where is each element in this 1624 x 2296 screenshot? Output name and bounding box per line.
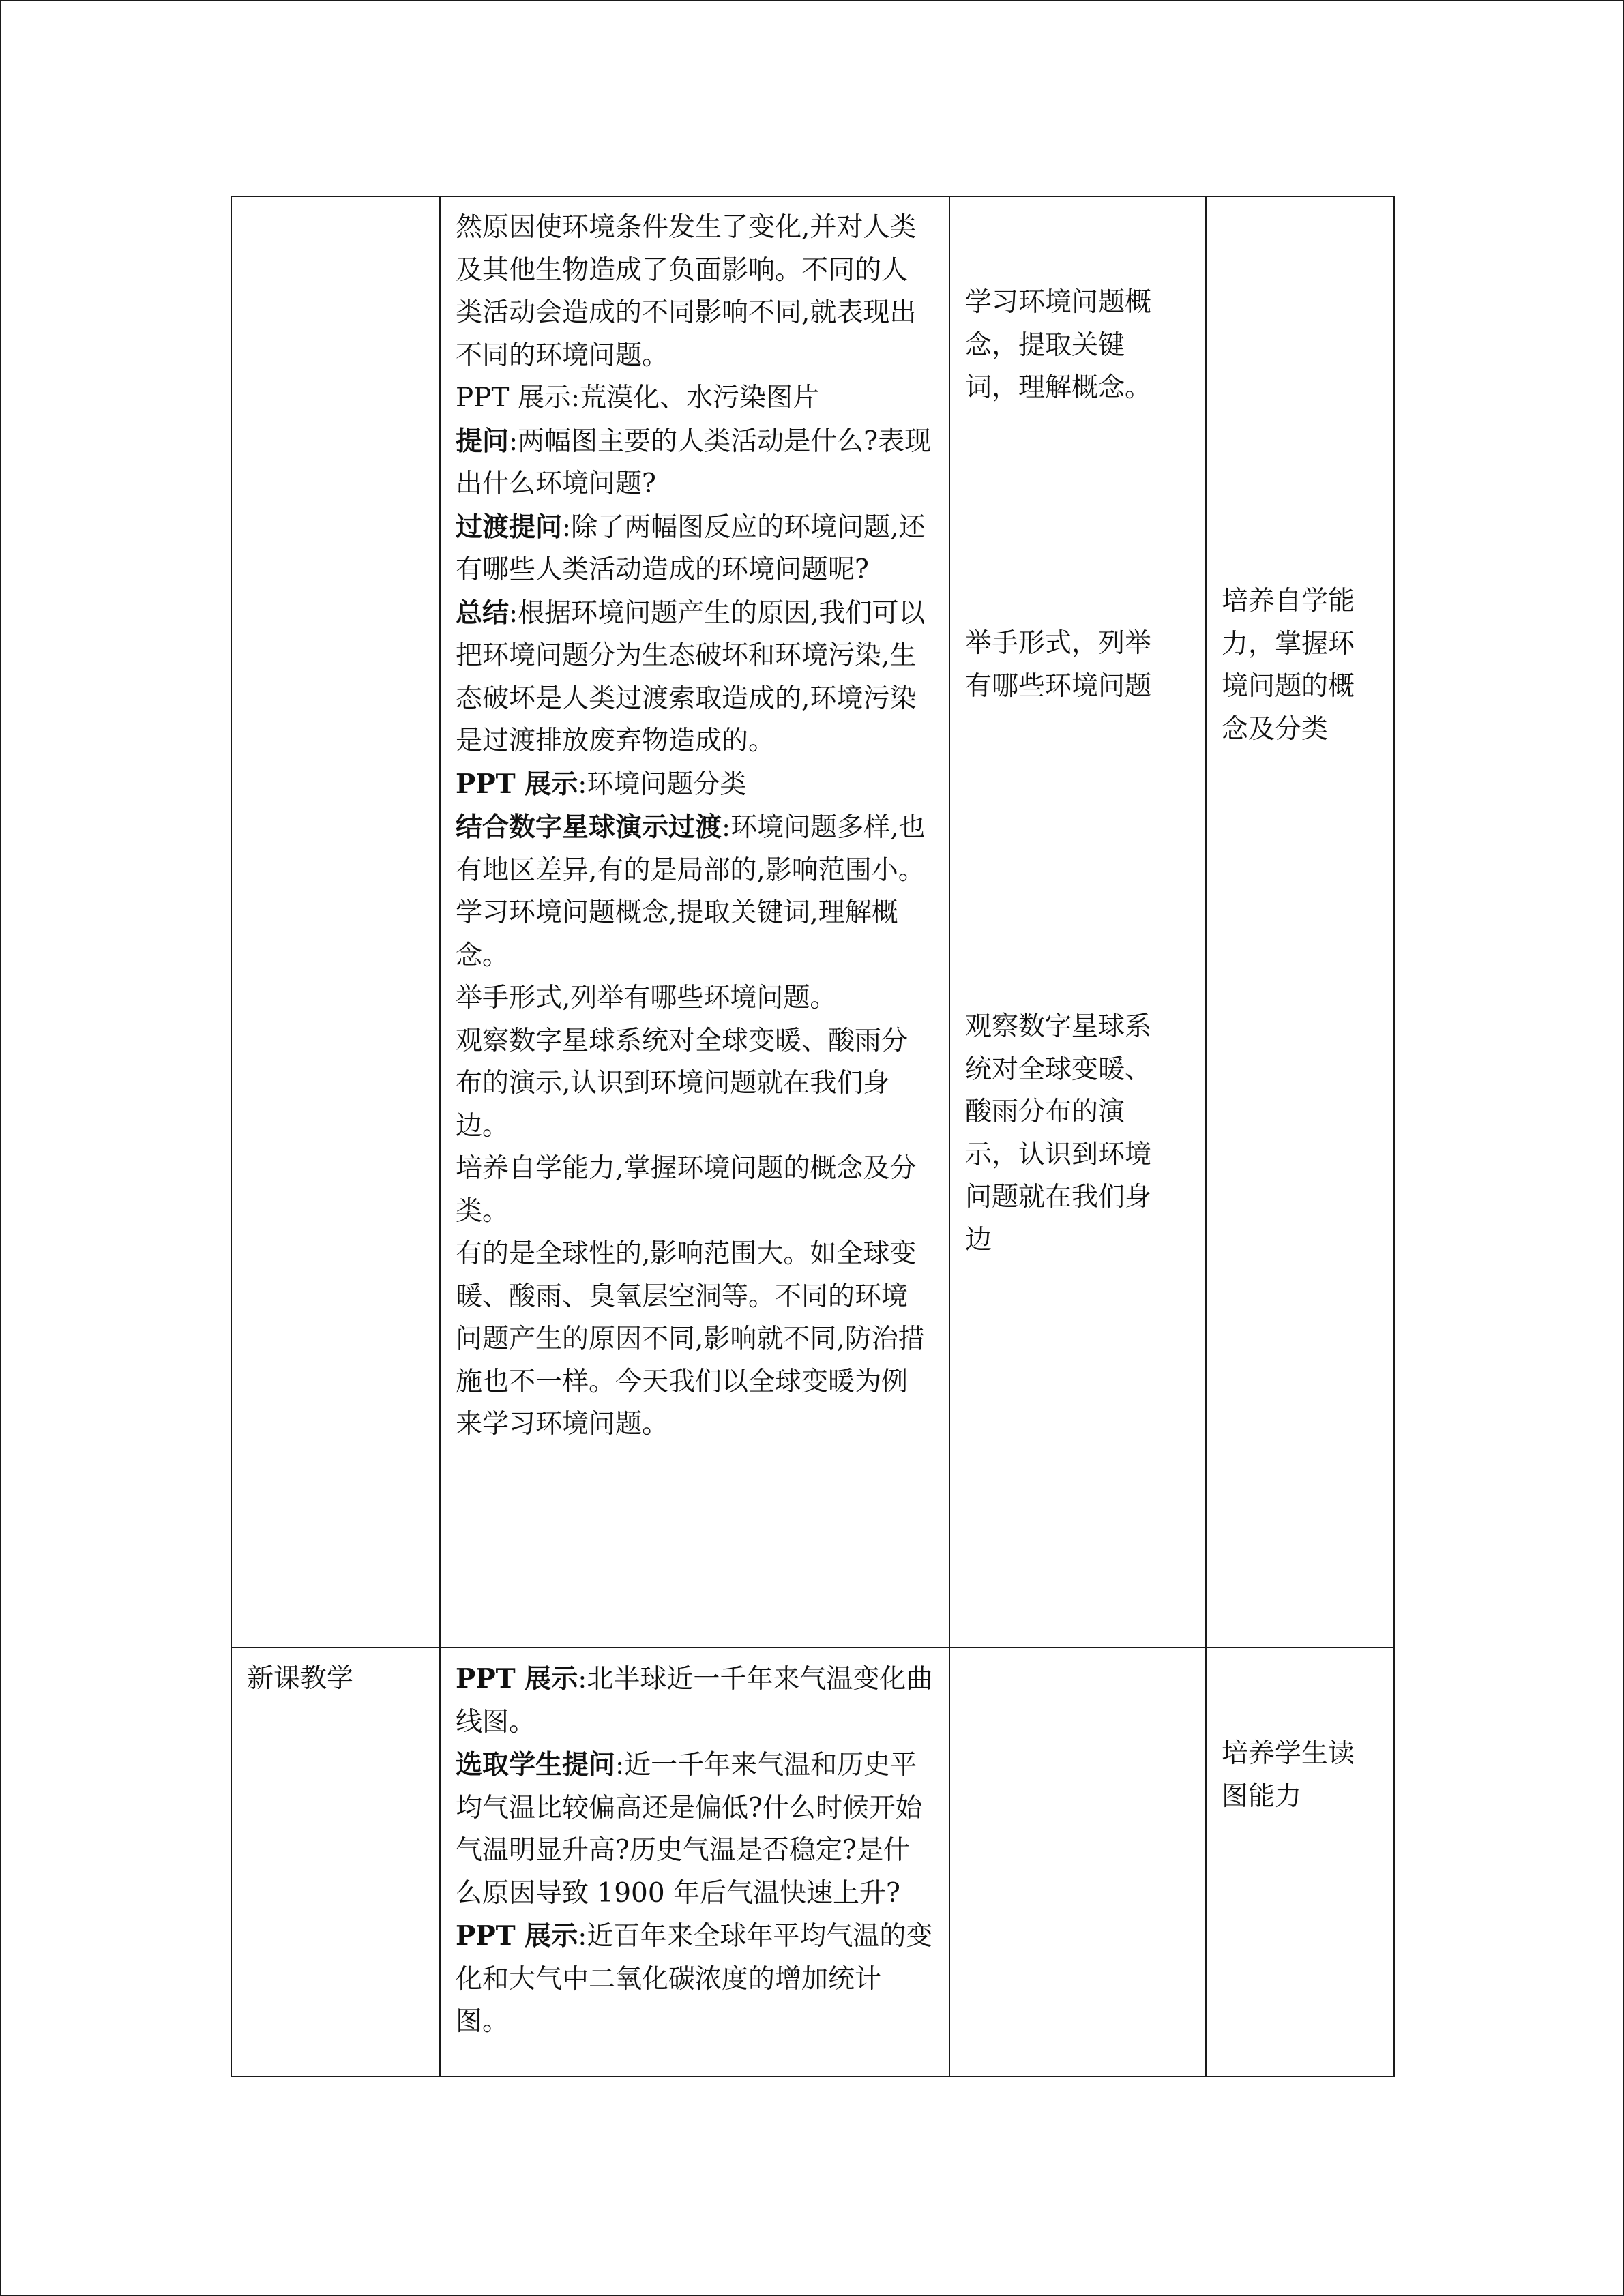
paragraph: 观察数字星球系统对全球变暖、酸雨分布的演示,认识到环境问题就在我们身边。 (456, 1025, 909, 1142)
stage-cell (231, 196, 440, 1648)
paragraph: PPT 展示:荒漠化、水污染图片 (456, 383, 820, 413)
paragraph: 选取学生提问:近一千年来气温和历史平均气温比较偏高还是偏低?什么时候开始气温明显升高?历史气温是否稳定?是什么原因导致 1900 年后气温快速上升? (456, 1749, 922, 1909)
paragraph: 总结:根据环境问题产生的原因,我们可以把环境问题分为生态破坏和环境污染,生态破坏是人类过渡索取造成的,环境污染是过渡排放废弃物造成的。 (456, 597, 926, 756)
student-activity-block: 举手形式，列举 有哪些环境问题 (965, 628, 1152, 702)
teacher-activity-cell (440, 196, 949, 1648)
design-intent-block: 培养学生读 图能力 (1222, 1738, 1355, 1812)
design-intent-block: 培养自学能 力，掌握环 境问题的概 念及分类 (1222, 586, 1355, 745)
student-activity-block: 学习环境问题概 念，提取关键 词，理解概念。 (965, 287, 1152, 403)
student-activity-block: 观察数字星球系 统对全球变暖、 酸雨分布的演 示，认识到环境 问题就在我们身 边 (965, 1011, 1152, 1255)
paragraph: 结合数字星球演示过渡:环境问题多样,也有地区差异,有的是局部的,影响范围小。 (456, 811, 926, 886)
table-row (231, 1648, 1394, 2076)
design-intent-cell (1206, 1648, 1394, 2076)
paragraph: 举手形式,列举有哪些环境问题。 (456, 983, 837, 1013)
design-intent-cell (1206, 196, 1394, 1648)
paragraph: 学习环境问题概念,提取关键词,理解概念。 (456, 897, 898, 971)
paragraph: 提问:两幅图主要的人类活动是什么?表现出什么环境问题? (456, 425, 932, 499)
paragraph: PPT 展示:北半球近一千年来气温变化曲线图。 (456, 1663, 933, 1738)
paragraph: 培养自学能力,掌握环境问题的概念及分类。 (456, 1153, 917, 1227)
lesson-plan-table (231, 196, 1395, 2077)
paragraph: PPT 展示:近百年来全球年平均气温的变化和大气中二氧化碳浓度的增加统计图。 (456, 1920, 933, 2037)
paragraph: 有的是全球性的,影响范围大。如全球变暖、酸雨、臭氧层空洞等。不同的环境问题产生的原因不同,影响就不同,防治措施也不一样。今天我们以全球变暖为例来学习环境问题。 (456, 1238, 925, 1440)
paragraph: PPT 展示:环境问题分类 (456, 768, 747, 800)
paragraph: 然原因使环境条件发生了变化,并对人类及其他生物造成了负面影响。不同的人类活动会造成的不同影响不同,就表现出不同的环境问题。 (456, 212, 917, 371)
table-row (231, 196, 1394, 1648)
student-activity-cell (949, 1648, 1206, 2076)
paragraph: 过渡提问:除了两幅图反应的环境问题,还有哪些人类活动造成的环境问题呢? (456, 511, 926, 585)
stage-cell: 新课教学 (231, 1648, 440, 2076)
teacher-activity-cell (440, 1648, 949, 2076)
student-activity-cell (949, 196, 1206, 1648)
